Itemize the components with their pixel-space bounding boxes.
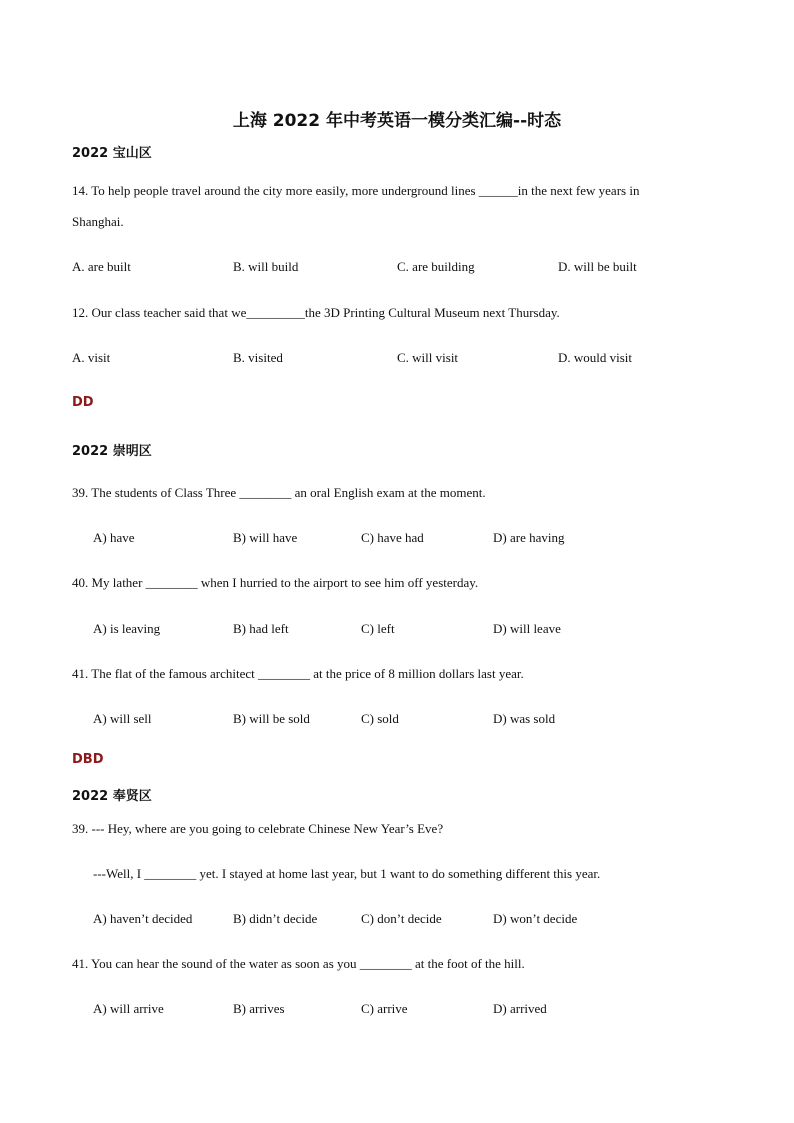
option-d: D. would visit [558, 350, 633, 365]
option-d: D. will be built [558, 259, 637, 274]
question-stem: 12. Our class teacher said that we_________the 3D Printing Cultural Museum next Thursday. [72, 305, 560, 320]
option-a: A) have [93, 530, 135, 545]
option-d: D) won’t decide [493, 911, 578, 926]
question-stem: 39. --- Hey, where are you going to celebrate Chinese New Year’s Eve? [72, 821, 444, 836]
option-c: C) sold [361, 711, 399, 726]
option-b: B) will have [233, 530, 298, 545]
option-d: D) was sold [493, 711, 556, 726]
question-stem: 40. My lather ________ when I hurried to the airport to see him off yesterday. [72, 575, 479, 590]
option-a: A. are built [72, 259, 131, 274]
option-d: D) are having [493, 530, 565, 545]
option-b: B) arrives [233, 1001, 285, 1016]
question-stem-continued: Shanghai. [72, 214, 124, 229]
option-a: A) is leaving [93, 621, 161, 636]
option-c: C) arrive [361, 1001, 408, 1016]
option-b: B. will build [233, 259, 299, 274]
question-stem-continued: ---Well, I ________ yet. I stayed at home last year, but 1 want to do something different this year. [93, 866, 601, 881]
question-stem: 14. To help people travel around the city more easily, more underground lines ______in the next few years in [72, 183, 640, 198]
option-c: C. will visit [397, 350, 459, 365]
option-c: C. are building [397, 259, 475, 274]
district-heading: 2022 宝山区 [72, 146, 152, 161]
answer-key: DD [72, 395, 94, 410]
option-c: C) have had [361, 530, 424, 545]
page-title: 上海 2022 年中考英语一模分类汇编--时态 [232, 111, 562, 131]
option-b: B) didn’t decide [233, 911, 318, 926]
question-stem: 41. The flat of the famous architect ________ at the price of 8 million dollars last year. [72, 666, 524, 681]
question-stem: 39. The students of Class Three ________ an oral English exam at the moment. [72, 485, 486, 500]
option-a: A) haven’t decided [93, 911, 193, 926]
option-b: B) will be sold [233, 711, 310, 726]
option-d: D) arrived [493, 1001, 547, 1016]
answer-key: DBD [72, 752, 104, 767]
option-b: B) had left [233, 621, 289, 636]
district-heading: 2022 奉贤区 [72, 789, 152, 804]
option-c: C) don’t decide [361, 911, 442, 926]
option-b: B. visited [233, 350, 283, 365]
option-c: C) left [361, 621, 395, 636]
option-a: A. visit [72, 350, 111, 365]
district-heading: 2022 崇明区 [72, 444, 152, 459]
option-a: A) will arrive [93, 1001, 164, 1016]
option-a: A) will sell [93, 711, 152, 726]
question-stem: 41. You can hear the sound of the water as soon as you ________ at the foot of the hill. [72, 956, 525, 971]
option-d: D) will leave [493, 621, 561, 636]
